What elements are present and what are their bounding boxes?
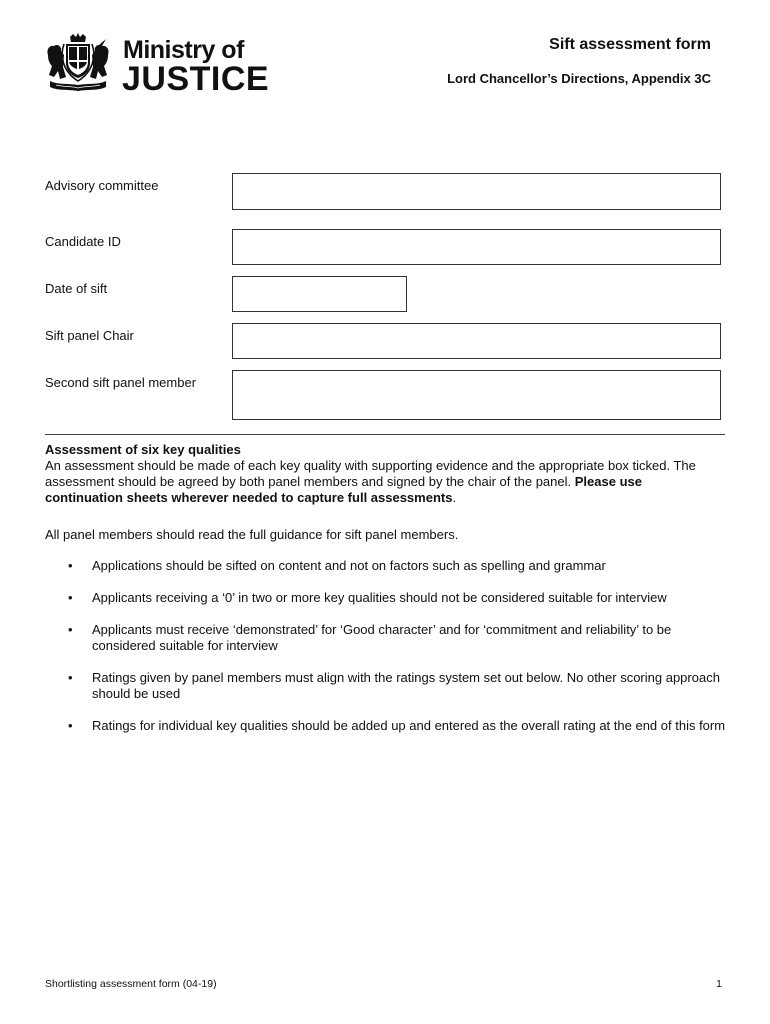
assessment-intro-bold: Please use continuation sheets wherever needed to capture full assessments (45, 474, 642, 505)
candidate-id-label: Candidate ID (45, 234, 121, 249)
list-item-text: Applications should be sifted on content and not on factors such as spelling and grammar (92, 558, 606, 573)
candidate-id-field[interactable] (232, 229, 721, 265)
sift-panel-chair-label: Sift panel Chair (45, 328, 134, 343)
bullet-icon: • (68, 558, 73, 573)
date-of-sift-label: Date of sift (45, 281, 108, 296)
section-divider (45, 434, 725, 435)
form-subtitle: Lord Chancellor’s Directions, Appendix 3C (447, 71, 711, 86)
logo-text-line1: Ministry of (123, 36, 244, 64)
form-title: Sift assessment form (549, 36, 711, 53)
assessment-intro-end: . (452, 490, 457, 505)
logo-text-line2: JUSTICE (122, 60, 270, 98)
list-item (45, 718, 735, 734)
bullet-icon: • (68, 718, 73, 733)
sift-panel-chair-field[interactable] (232, 323, 721, 359)
ministry-of-justice-logo (44, 33, 270, 98)
bullet-icon: • (68, 590, 73, 605)
second-member-field[interactable] (232, 370, 721, 420)
footer-form-reference: Shortlisting assessment form (04-19) (45, 978, 217, 990)
rules-list (45, 558, 735, 750)
second-member-label: Second sift panel member (45, 375, 197, 390)
date-of-sift-field[interactable] (232, 276, 407, 312)
list-item-text: Ratings given by panel members must align with the ratings system set out below. No other scoring approach should be used (92, 670, 720, 701)
advisory-committee-label: Advisory committee (45, 178, 159, 193)
royal-coat-of-arms-icon (44, 33, 112, 93)
assessment-intro (45, 458, 715, 506)
list-item-text: Ratings for individual key qualities should be added up and entered as the overall rating at the end of this form (92, 718, 726, 733)
list-item-text: Applicants receiving a ‘0’ in two or more key qualities should not be considered suitable for interview (92, 590, 667, 605)
assessment-section-title: Assessment of six key qualities (45, 442, 241, 457)
guidance-note: All panel members should read the full guidance for sift panel members. (45, 527, 459, 542)
bullet-icon: • (68, 670, 73, 685)
list-item (45, 558, 735, 574)
list-item-text: Applicants must receive ‘demonstrated’ for ‘Good character’ and for ‘commitment and reliability’ to be considered suitable for interview (92, 622, 672, 653)
advisory-committee-field[interactable] (232, 173, 721, 210)
list-item (45, 622, 735, 654)
list-item (45, 590, 735, 606)
bullet-icon: • (68, 622, 73, 637)
list-item (45, 670, 735, 702)
assessment-intro-text: An assessment should be made of each key quality with supporting evidence and the appropriate box ticked. The assessment should be agreed by both panel members and signed by the chair of the panel. (45, 458, 696, 489)
page-number: 1 (716, 978, 722, 990)
